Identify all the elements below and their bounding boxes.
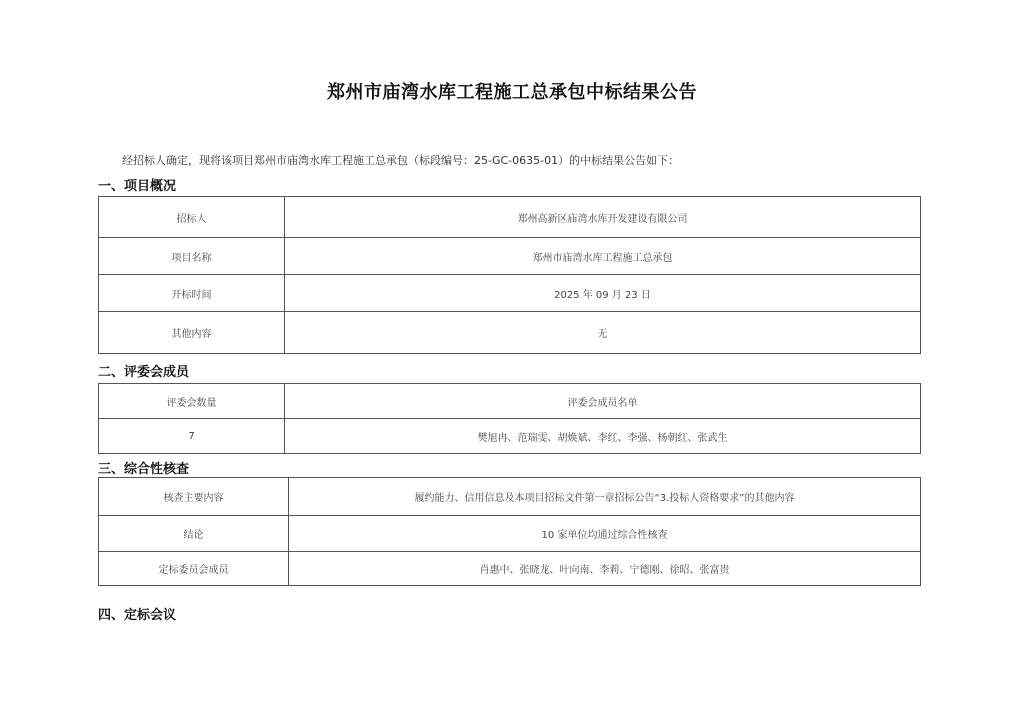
table-value-cell: 10 家单位均通过综合性核查: [289, 516, 921, 552]
table-value-cell: 履约能力、信用信息及本项目招标文件第一章招标公告“3.投标人资格要求”的其他内容: [289, 478, 921, 516]
page-title: 郑州市庙湾水库工程施工总承包中标结果公告: [327, 82, 697, 103]
table-value-cell: 樊旭冉、范瑞雯、胡焕斌、李红、李强、杨朝红、张武生: [285, 419, 921, 454]
section-heading-review: 三、综合性核查: [98, 462, 190, 477]
table-row: [99, 312, 921, 354]
section-heading-committee: 二、评委会成员: [98, 365, 190, 380]
project-overview-table: [98, 196, 921, 354]
table-row: [99, 419, 921, 454]
table-label-cell: 项目名称: [99, 238, 285, 275]
table-value-cell: 郑州高新区庙湾水库开发建设有限公司: [285, 197, 921, 238]
table-row: [99, 552, 921, 586]
table-label-cell: 开标时间: [99, 275, 285, 312]
section-heading-award-meeting: 四、定标会议: [98, 608, 177, 623]
table-row: [99, 384, 921, 419]
table-row: [99, 197, 921, 238]
table-row: [99, 238, 921, 275]
table-label-cell: 招标人: [99, 197, 285, 238]
table-value-cell: 2025 年 09 月 23 日: [285, 275, 921, 312]
table-value-cell: 无: [285, 312, 921, 354]
table-label-cell: 定标委员会成员: [99, 552, 289, 586]
table-value-cell: 肖惠中、张晓龙、叶向南、李莉、宁德刚、徐昭、张富贵: [289, 552, 921, 586]
section-heading-project-overview: 一、项目概况: [98, 179, 177, 194]
table-label-cell: 7: [99, 419, 285, 454]
table-value-cell: 评委会成员名单: [285, 384, 921, 419]
committee-table: [98, 383, 921, 454]
table-row: [99, 275, 921, 312]
table-label-cell: 核查主要内容: [99, 478, 289, 516]
intro-paragraph: 经招标人确定，现将该项目郑州市庙湾水库工程施工总承包（标段编号：25-GC-0635-01）的中标结果公告如下：: [122, 154, 680, 167]
review-table: [98, 477, 921, 586]
table-label-cell: 评委会数量: [99, 384, 285, 419]
table-label-cell: 结论: [99, 516, 289, 552]
table-value-cell: 郑州市庙湾水库工程施工总承包: [285, 238, 921, 275]
table-label-cell: 其他内容: [99, 312, 285, 354]
table-row: [99, 478, 921, 516]
table-row: [99, 516, 921, 552]
